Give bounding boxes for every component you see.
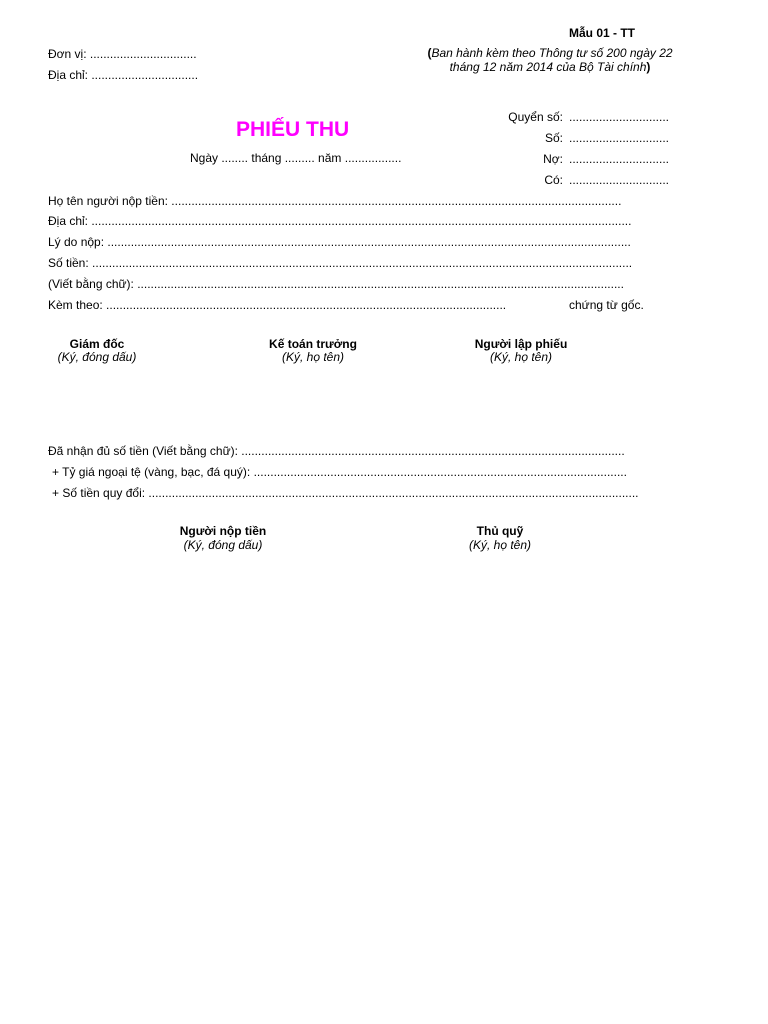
chief-accountant-signature-title: Kế toán trưởng [269, 337, 357, 351]
chief-accountant-signature-note: (Ký, họ tên) [281, 350, 345, 364]
form-code: Mẫu 01 - TT [569, 26, 636, 40]
amount-field: Số tiền: .................................................................................................................................................................. [48, 256, 633, 270]
cashier-signature-title: Thủ quỹ [476, 524, 524, 538]
address-field: Địa chỉ: .................................................................................................................................................................. [48, 214, 632, 228]
preparer-signature-title: Người lập phiếu [474, 337, 568, 351]
cashier-signature-note: (Ký, họ tên) [468, 538, 532, 552]
decree-reference [400, 46, 700, 74]
reason-field: Lý do nộp: ............................................................................................................................................................. [48, 235, 631, 249]
preparer-signature-note: (Ký, họ tên) [489, 350, 553, 364]
attached-suffix: chứng từ gốc. [569, 298, 644, 312]
payer-signature-title: Người nộp tiền [179, 524, 267, 538]
payer-name-field: Họ tên người nộp tiền: ....................................................................................................................................... [48, 194, 622, 208]
director-signature-note: (Ký, đóng dấu) [57, 350, 137, 364]
book-no-value: .............................. [569, 110, 670, 124]
debit-value: .............................. [569, 152, 670, 166]
amount-words-field: (Viết bằng chữ): .................................................................................................................................................. [48, 277, 624, 291]
director-signature-title: Giám đốc [69, 337, 125, 351]
decree-close-paren: ) [646, 60, 651, 74]
decree-line-1: Ban hành kèm theo Thông tư số 200 ngày 22 [431, 46, 673, 60]
credit-label: Có: [544, 173, 563, 187]
credit-value: .............................. [569, 173, 670, 187]
header-address-field: Địa chỉ: ................................ [48, 68, 199, 82]
unit-field: Đơn vị: ................................ [48, 47, 197, 61]
payer-signature-note: (Ký, đóng dấu) [183, 538, 263, 552]
exchange-rate-field: + Tỷ giá ngoại tệ (vàng, bạc, đá quý): ................................................................................................................ [52, 465, 627, 479]
page-title: PHIẾU THU [236, 118, 350, 141]
attached-field: Kèm theo: ........................................................................................................................ [48, 298, 507, 312]
book-no-label: Quyển số: [508, 110, 563, 124]
number-label: Số: [544, 131, 563, 145]
converted-amount-field: + Số tiền quy đổi: ................................................................................................................................................... [52, 486, 639, 500]
decree-open-paren: ( [427, 46, 432, 60]
date-line: Ngày ........ tháng ......... năm ................. [190, 151, 402, 165]
number-value: .............................. [569, 131, 670, 145]
decree-line-2: tháng 12 năm 2014 của Bộ Tài chính [449, 60, 647, 74]
debit-label: Nợ: [543, 152, 563, 166]
received-amount-field: Đã nhận đủ số tiền (Viết bằng chữ): ................................................................................................................... [48, 444, 625, 458]
